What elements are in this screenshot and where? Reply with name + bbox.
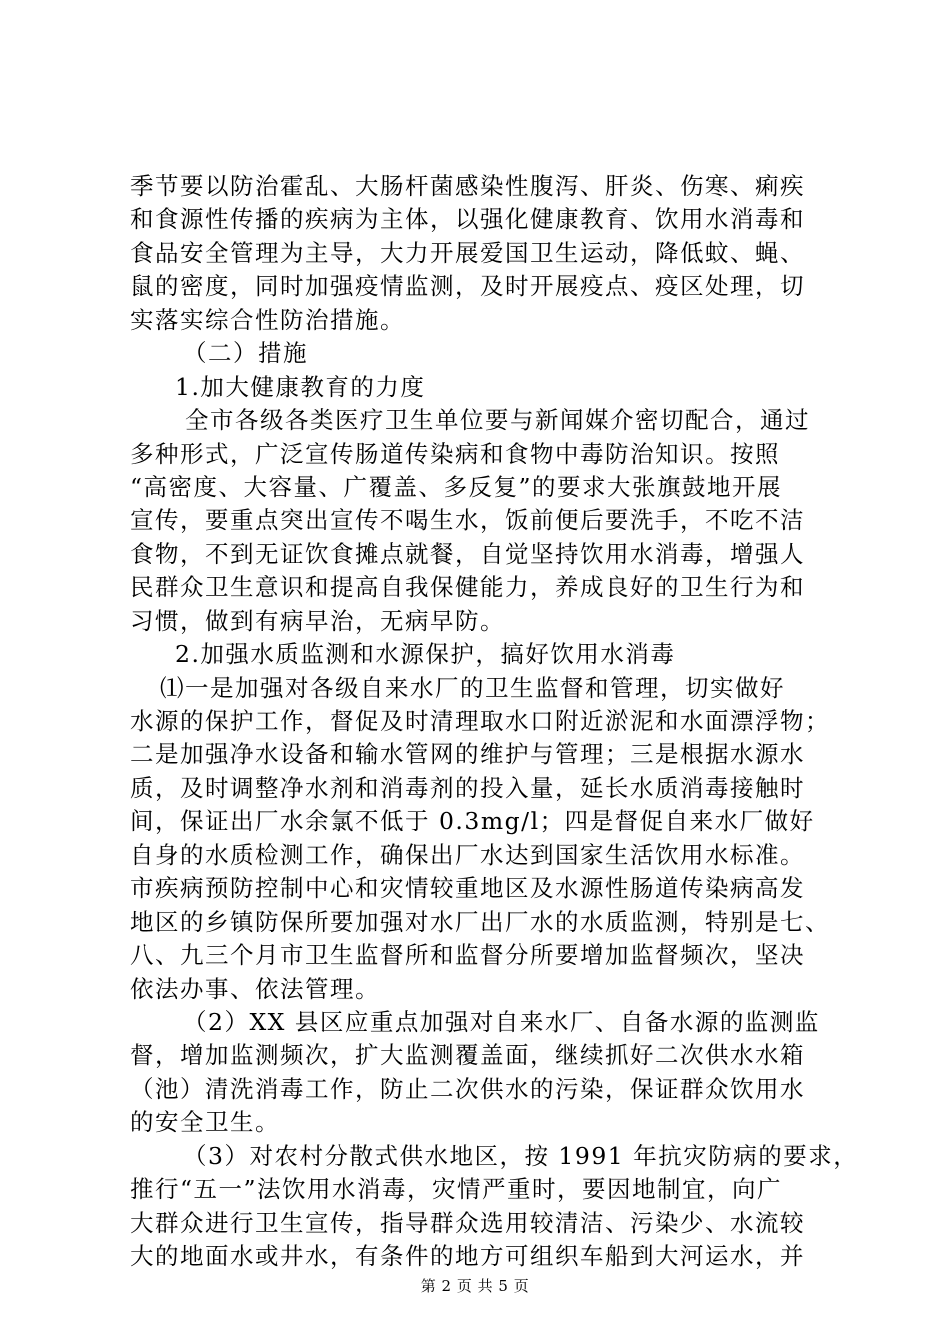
body-text-line: （2）XX 县区应重点加强对自来水厂、自备水源的监测监	[183, 1007, 820, 1036]
body-text-line: 季节要以防治霍乱、大肠杆菌感染性腹泻、肝炎、伤寒、痢疾	[130, 172, 805, 200]
body-text-line: 习惯，做到有病早治，无病早防。	[130, 606, 505, 635]
body-text-line: 食品安全管理为主导，大力开展爱国卫生运动，降低蚊、蝇、	[130, 238, 805, 267]
subsection-heading: 2.加强水质监测和水源保护，搞好饮用水消毒	[175, 640, 676, 669]
body-text-line: （3）对农村分散式供水地区，按 1991 年抗灾防病的要求，	[183, 1141, 859, 1170]
body-text-line: 八、九三个月市卫生监督所和监督分所要增加监督频次，坚决	[130, 941, 805, 970]
body-text-line: 民群众卫生意识和提高自我保健能力，养成良好的卫生行为和	[130, 573, 805, 602]
body-text-line: （池）清洗消毒工作，防止二次供水的污染，保证群众饮用水	[130, 1074, 805, 1103]
body-text-line: 全市各级各类医疗卫生单位要与新闻媒介密切配合，通过	[185, 406, 810, 435]
body-text-line: ⑴一是加强对各级自来水厂的卫生监督和管理，切实做好	[160, 673, 785, 702]
body-text-line: 地区的乡镇防保所要加强对水厂出厂水的水质监测，特别是七、	[130, 907, 830, 936]
body-text-line: 依法办事、依法管理。	[130, 974, 380, 1003]
body-text-line: 督，增加监测频次，扩大监测覆盖面，继续抓好二次供水水箱	[130, 1041, 805, 1070]
body-text-line: 水源的保护工作，督促及时清理取水口附近淤泥和水面漂浮物；	[130, 707, 830, 735]
body-text-line: 多种形式，广泛宣传肠道传染病和食物中毒防治知识。按照	[130, 439, 780, 468]
body-text-line: 和食源性传播的疾病为主体，以强化健康教育、饮用水消毒和	[130, 205, 805, 234]
body-text-line: 自身的水质检测工作，确保出厂水达到国家生活饮用水标准。	[130, 840, 805, 869]
body-text-line: 实落实综合性防治措施。	[130, 305, 405, 334]
body-text-line: 鼠的密度，同时加强疫情监测，及时开展疫点、疫区处理，切	[130, 272, 805, 301]
subsection-heading: 1.加大健康教育的力度	[175, 372, 426, 401]
section-heading: （二）措施	[183, 339, 308, 368]
body-text-line: 质，及时调整净水剂和消毒剂的投入量，延长水质消毒接触时	[130, 773, 805, 802]
body-text-line: 二是加强净水设备和输水管网的维护与管理；三是根据水源水	[130, 740, 805, 769]
body-text-line: 市疾病预防控制中心和灾情较重地区及水源性肠道传染病高发	[130, 874, 805, 903]
body-text-line: 食物，不到无证饮食摊点就餐，自觉坚持饮用水消毒，增强人	[130, 539, 805, 568]
body-text-line: 大的地面水或井水，有条件的地方可组织车船到大河运水，并	[130, 1242, 805, 1270]
body-text-line: 推行“五一”法饮用水消毒，灾情严重时，要因地制宜，向广	[130, 1175, 783, 1204]
body-text-line: 间，保证出厂水余氯不低于 0.3mg/l；四是督促自来水厂做好	[130, 807, 815, 836]
body-text-line: 宣传，要重点突出宣传不喝生水，饭前便后要洗手，不吃不洁	[130, 506, 805, 535]
page-number-footer: 第 2 页 共 5 页	[420, 1277, 530, 1295]
body-text-line: 大群众进行卫生宣传，指导群众选用较清洁、污染少、水流较	[130, 1208, 805, 1237]
body-text-line: “高密度、大容量、广覆盖、多反复”的要求大张旗鼓地开展	[130, 472, 783, 501]
body-text-line: 的安全卫生。	[130, 1108, 280, 1137]
